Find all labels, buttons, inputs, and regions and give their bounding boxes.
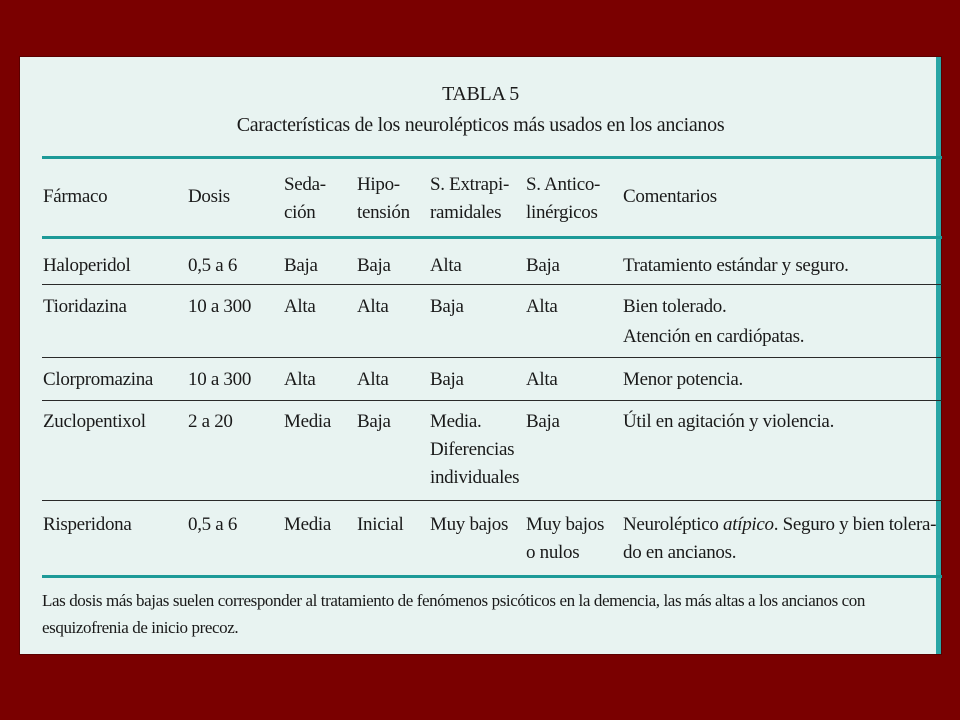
comentario-post: . Seguro y bien tolera-	[773, 514, 937, 535]
cell-hipotension: Alta	[357, 296, 389, 317]
cell-extrapiramidales: Baja	[430, 296, 464, 317]
cell-sedacion: Baja	[284, 255, 318, 276]
cell-extrapiramidales: Alta	[430, 255, 462, 276]
cell-extrapiramidales: Baja	[430, 369, 464, 390]
cell-comentarios: do en ancianos.	[623, 542, 737, 563]
table-label: TABLA 5	[442, 83, 519, 105]
cell-farmaco: Haloperidol	[43, 255, 131, 276]
cell-anticolinergicos: Alta	[526, 296, 558, 317]
header-anticolinergicos-2: linérgicos	[526, 202, 598, 223]
cell-sedacion: Alta	[284, 369, 316, 390]
cell-anticolinergicos: Baja	[526, 411, 560, 432]
cell-dosis: 0,5 a 6	[188, 514, 238, 535]
cell-anticolinergicos: Baja	[526, 255, 560, 276]
header-comentarios: Comentarios	[623, 186, 717, 207]
cell-dosis: 10 a 300	[188, 369, 252, 390]
cell-extrapiramidales: individuales	[430, 467, 520, 488]
cell-anticolinergicos: Muy bajos	[526, 514, 605, 535]
header-hipotension-1: Hipo-	[357, 174, 400, 195]
cell-dosis: 10 a 300	[188, 296, 252, 317]
header-hipotension-2: tensión	[357, 202, 410, 223]
header-dosis: Dosis	[188, 186, 230, 207]
header-anticolinergicos-1: S. Antico-	[526, 174, 601, 195]
row-divider	[42, 284, 942, 285]
table-footnote: Las dosis más bajas suelen corresponder al tratamiento de fenómenos psicóticos en la demencia, las más altas a los ancianos con esquizofrenia de inicio precoz.	[42, 591, 866, 637]
row-divider	[42, 500, 942, 501]
cell-extrapiramidales: Diferencias	[430, 439, 515, 460]
top-rule	[42, 156, 942, 159]
cell-dosis: 2 a 20	[188, 411, 233, 432]
cell-farmaco: Zuclopentixol	[43, 411, 146, 432]
cell-hipotension: Baja	[357, 411, 391, 432]
cell-hipotension: Baja	[357, 255, 391, 276]
cell-sedacion: Media	[284, 411, 332, 432]
cell-sedacion: Alta	[284, 296, 316, 317]
cell-comentarios: Tratamiento estándar y seguro.	[623, 255, 849, 276]
cell-hipotension: Inicial	[357, 514, 404, 535]
comentario-pre: Neuroléptico	[623, 514, 724, 535]
cell-farmaco: Clorpromazina	[43, 369, 154, 390]
table-panel	[20, 57, 941, 654]
panel-edge	[936, 57, 941, 654]
cell-farmaco: Tioridazina	[43, 296, 127, 317]
table-title: Características de los neurolépticos más usados en los ancianos	[236, 114, 725, 136]
cell-farmaco: Risperidona	[43, 514, 132, 535]
bottom-rule	[42, 575, 942, 578]
header-rule	[42, 236, 942, 239]
header-sedacion-2: ción	[284, 202, 316, 223]
header-extrapiramidales-2: ramidales	[430, 202, 502, 223]
cell-comentarios: Menor potencia.	[623, 369, 744, 390]
cell-comentarios: Bien tolerado.	[623, 296, 727, 317]
cell-comentarios: Atención en cardiópatas.	[623, 326, 805, 347]
cell-sedacion: Media	[284, 514, 332, 535]
cell-dosis: 0,5 a 6	[188, 255, 238, 276]
cell-anticolinergicos: o nulos	[526, 542, 580, 563]
cell-comentarios: Útil en agitación y violencia.	[623, 411, 835, 432]
header-sedacion-1: Seda-	[284, 174, 326, 195]
cell-anticolinergicos: Alta	[526, 369, 558, 390]
row-divider	[42, 357, 942, 358]
cell-extrapiramidales: Media.	[430, 411, 482, 432]
cell-comentarios	[623, 512, 936, 538]
cell-hipotension: Alta	[357, 369, 389, 390]
comentario-italic: atípico	[723, 514, 774, 535]
header-extrapiramidales-1: S. Extrapi-	[430, 174, 510, 195]
cell-extrapiramidales: Muy bajos	[430, 514, 509, 535]
row-divider	[42, 400, 942, 401]
header-farmaco: Fármaco	[43, 186, 108, 207]
